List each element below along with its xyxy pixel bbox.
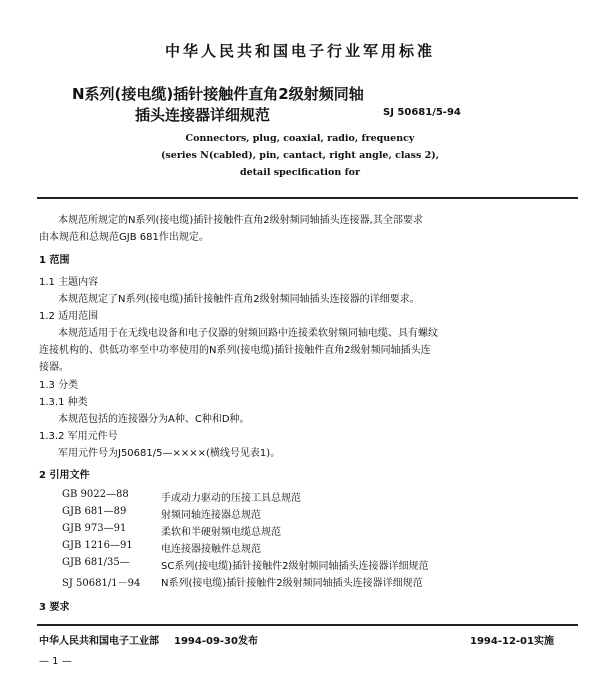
document-title-line-2: 插头连接器详细规范 — [135, 106, 271, 124]
reference-title: 柔软和半硬射频电缆总规范 — [161, 527, 281, 538]
section-1-2-heading: 1.2 适用范围 — [39, 311, 99, 322]
english-title-line-2: (series N(cabled), pin, cantact, right angle, class 2), — [160, 150, 440, 161]
reference-code: GB 9022—88 — [62, 489, 129, 500]
section-1-2-text-line-2: 连接机构的、供低功率至中功率使用的N系列(接电缆)插针接触件直角2级射频同轴插头连 — [39, 345, 431, 356]
intro-line-1: 本规范所规定的N系列(接电缆)插针接触件直角2级射频同轴插头连接器,其全部要求 — [58, 215, 423, 226]
reference-code: GJB 681/35— — [62, 557, 130, 568]
section-3-heading: 3 要求 — [39, 602, 70, 613]
reference-title: N系列(接电缆)插针接触件2级射频同轴插头连接器详细规范 — [161, 578, 423, 589]
header-divider — [37, 197, 578, 199]
reference-code: GJB 973—91 — [62, 523, 127, 534]
section-1-2-text-line-3: 接器。 — [39, 362, 69, 373]
footer-divider — [37, 624, 578, 626]
section-1-2-text-line-1: 本规范适用于在无线电设备和电子仪器的射频回路中连接柔软射频同轴电缆、具有螺纹 — [58, 328, 438, 339]
reference-title: 射频同轴连接器总规范 — [161, 510, 261, 521]
section-1-1-heading: 1.1 主题内容 — [39, 277, 99, 288]
section-1-1-text: 本规范规定了N系列(接电缆)插针接触件直角2级射频同轴插头连接器的详细要求。 — [58, 294, 420, 305]
section-1-3-1-heading: 1.3.1 种类 — [39, 397, 88, 408]
reference-code: SJ 50681/1－94 — [62, 578, 141, 589]
intro-line-2: 由本规范和总规范GJB 681作出规定。 — [39, 232, 209, 243]
section-1-3-2-heading: 1.3.2 军用元件号 — [39, 431, 118, 442]
reference-title: 手或动力驱动的压接工具总规范 — [161, 493, 301, 504]
reference-code: GJB 1216—91 — [62, 540, 133, 551]
document-title-line-1: N系列(接电缆)插针接触件直角2级射频同轴 — [72, 85, 364, 103]
reference-title: SC系列(接电缆)插针接触件2级射频同轴插头连接器详细规范 — [161, 561, 429, 572]
section-2-heading: 2 引用文件 — [39, 470, 90, 481]
document-number: SJ 50681/5-94 — [383, 107, 461, 118]
standard-category-header: 中华人民共和国电子行业军用标准 — [164, 42, 435, 60]
section-1-3-2-text: 军用元件号为J50681/5—××××(横线号见表1)。 — [58, 448, 281, 459]
reference-code: GJB 681—89 — [62, 506, 127, 517]
issue-date: 1994-09-30发布 — [174, 636, 258, 647]
english-title-line-1: Connectors, plug, coaxial, radio, frequency — [185, 133, 415, 144]
english-title-line-3: detail specification for — [239, 167, 360, 178]
section-1-3-1-text: 本规范包括的连接器分为A种、C种和D种。 — [58, 414, 250, 425]
section-1-heading: 1 范围 — [39, 255, 70, 266]
section-1-3-heading: 1.3 分类 — [39, 380, 79, 391]
page-number: — 1 — — [39, 656, 72, 667]
reference-title: 电连接器接触件总规范 — [161, 544, 261, 555]
issuing-authority: 中华人民共和国电子工业部 — [39, 636, 159, 647]
effective-date: 1994-12-01实施 — [470, 636, 554, 647]
